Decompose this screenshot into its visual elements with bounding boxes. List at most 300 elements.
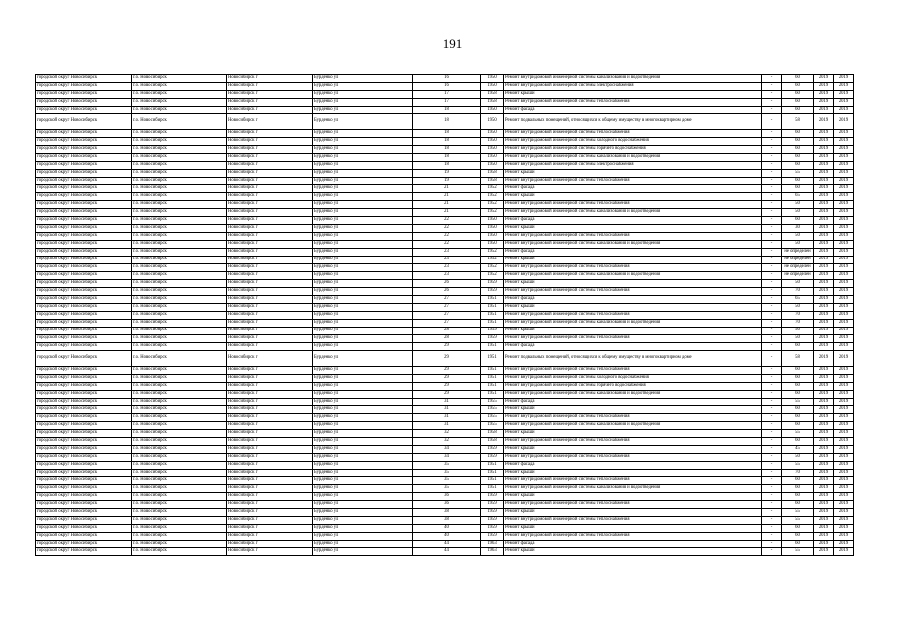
settlement-cell: г.о. Новосибирск <box>132 153 227 161</box>
city-cell: Новосибирск г <box>227 280 313 288</box>
plan-year-start-cell: 2019 <box>814 414 834 422</box>
work-type-cell: Ремонт внутридомовой инженерной системы теплоснабжения <box>504 414 762 422</box>
house-number-cell: 26 <box>413 288 481 296</box>
settlement-cell: г.о. Новосибирск <box>132 374 227 382</box>
house-number-cell: 18 <box>413 153 481 161</box>
street-cell: Бурденко ул <box>313 146 413 154</box>
street-cell: Бурденко ул <box>313 327 413 335</box>
mark-cell: - <box>762 398 782 406</box>
plan-year-start-cell: 2019 <box>814 453 834 461</box>
city-cell: Новосибирск г <box>227 532 313 540</box>
house-number-cell: 23 <box>413 264 481 272</box>
settlement-cell: г.о. Новосибирск <box>132 201 227 209</box>
mark-cell: - <box>762 540 782 548</box>
mark-cell: - <box>762 516 782 524</box>
work-type-cell: Ремонт внутридомовой инженерной системы теплоснабжения <box>504 98 762 106</box>
plan-year-start-cell: 2019 <box>814 130 834 138</box>
table-row <box>36 493 854 501</box>
house-number-cell: 28 <box>413 327 481 335</box>
plan-year-start-cell: 2019 <box>814 493 834 501</box>
mark-cell: - <box>762 106 782 114</box>
build-year-cell: 1958 <box>481 98 504 106</box>
plan-year-start-cell: 2019 <box>814 90 834 98</box>
wear-percent-cell: 60 <box>782 493 814 501</box>
work-type-cell: Ремонт внутридомовой инженерной системы горячего водоснабжения <box>504 382 762 390</box>
settlement-cell: г.о. Новосибирск <box>132 327 227 335</box>
street-cell: Бурденко ул <box>313 509 413 517</box>
municipality-cell: городской округ Новосибирск <box>36 319 132 327</box>
street-cell: Бурденко ул <box>313 75 413 83</box>
mark-cell: - <box>762 272 782 280</box>
wear-percent-cell: не определен <box>782 248 814 256</box>
mark-cell: - <box>762 280 782 288</box>
mark-cell: - <box>762 232 782 240</box>
mark-cell: - <box>762 524 782 532</box>
table-row <box>36 477 854 485</box>
build-year-cell: 1958 <box>481 438 504 446</box>
municipality-cell: городской округ Новосибирск <box>36 430 132 438</box>
house-number-cell: 32 <box>413 438 481 446</box>
municipality-cell: городской округ Новосибирск <box>36 524 132 532</box>
city-cell: Новосибирск г <box>227 509 313 517</box>
plan-year-start-cell: 2019 <box>814 343 834 351</box>
table-row <box>36 351 854 367</box>
mark-cell: - <box>762 224 782 232</box>
mark-cell: - <box>762 438 782 446</box>
city-cell: Новосибирск г <box>227 548 313 556</box>
city-cell: Новосибирск г <box>227 82 313 90</box>
house-number-cell: 18 <box>413 106 481 114</box>
municipality-cell: городской округ Новосибирск <box>36 438 132 446</box>
house-number-cell: 44 <box>413 548 481 556</box>
settlement-cell: г.о. Новосибирск <box>132 224 227 232</box>
wear-percent-cell: 55 <box>782 548 814 556</box>
build-year-cell: 1950 <box>481 106 504 114</box>
mark-cell: - <box>762 288 782 296</box>
wear-percent-cell: 60 <box>782 90 814 98</box>
settlement-cell: г.о. Новосибирск <box>132 438 227 446</box>
plan-year-start-cell: 2019 <box>814 98 834 106</box>
mark-cell: - <box>762 264 782 272</box>
wear-percent-cell: 70 <box>782 319 814 327</box>
settlement-cell: г.о. Новосибирск <box>132 256 227 264</box>
plan-year-end-cell: 2019 <box>834 146 854 154</box>
work-type-cell: Ремонт крыши <box>504 493 762 501</box>
table-row <box>36 193 854 201</box>
table-row <box>36 311 854 319</box>
city-cell: Новосибирск г <box>227 311 313 319</box>
plan-year-end-cell: 2019 <box>834 343 854 351</box>
street-cell: Бурденко ул <box>313 185 413 193</box>
plan-year-start-cell: 2019 <box>814 185 834 193</box>
work-type-cell: Ремонт внутридомовой инженерной системы холодного водоснабжения <box>504 374 762 382</box>
plan-year-start-cell: 2019 <box>814 485 834 493</box>
municipality-cell: городской округ Новосибирск <box>36 177 132 185</box>
settlement-cell: г.о. Новосибирск <box>132 390 227 398</box>
plan-year-end-cell: 2019 <box>834 217 854 225</box>
work-type-cell: Ремонт внутридомовой инженерной системы холодного водоснабжения <box>504 138 762 146</box>
house-number-cell: 18 <box>413 138 481 146</box>
wear-percent-cell: 70 <box>782 288 814 296</box>
work-type-cell: Ремонт фасада <box>504 248 762 256</box>
mark-cell: - <box>762 493 782 501</box>
house-number-cell: 38 <box>413 509 481 517</box>
work-type-cell: Ремонт фасада <box>504 295 762 303</box>
plan-year-start-cell: 2019 <box>814 146 834 154</box>
plan-year-end-cell: 2019 <box>834 351 854 367</box>
plan-year-end-cell: 2019 <box>834 98 854 106</box>
mark-cell: - <box>762 303 782 311</box>
build-year-cell: 1963 <box>481 540 504 548</box>
table-row <box>36 106 854 114</box>
municipality-cell: городской округ Новосибирск <box>36 272 132 280</box>
city-cell: Новосибирск г <box>227 114 313 130</box>
street-cell: Бурденко ул <box>313 540 413 548</box>
street-cell: Бурденко ул <box>313 177 413 185</box>
mark-cell: - <box>762 319 782 327</box>
mark-cell: - <box>762 177 782 185</box>
table-row <box>36 438 854 446</box>
mark-cell: - <box>762 240 782 248</box>
mark-cell: - <box>762 414 782 422</box>
municipality-cell: городской округ Новосибирск <box>36 161 132 169</box>
build-year-cell: 1951 <box>481 469 504 477</box>
mark-cell: - <box>762 445 782 453</box>
plan-year-start-cell: 2019 <box>814 288 834 296</box>
wear-percent-cell: 60 <box>782 524 814 532</box>
wear-percent-cell: 50 <box>782 327 814 335</box>
street-cell: Бурденко ул <box>313 438 413 446</box>
city-cell: Новосибирск г <box>227 169 313 177</box>
plan-year-end-cell: 2019 <box>834 382 854 390</box>
plan-year-start-cell: 2019 <box>814 248 834 256</box>
plan-year-start-cell: 2019 <box>814 201 834 209</box>
build-year-cell: 1952 <box>481 248 504 256</box>
wear-percent-cell: 60 <box>782 540 814 548</box>
house-number-cell: 19 <box>413 177 481 185</box>
mark-cell: - <box>762 90 782 98</box>
mark-cell: - <box>762 382 782 390</box>
plan-year-end-cell: 2019 <box>834 185 854 193</box>
work-type-cell: Ремонт крыши <box>504 256 762 264</box>
plan-year-start-cell: 2019 <box>814 272 834 280</box>
house-number-cell: 29 <box>413 351 481 367</box>
plan-year-end-cell: 2019 <box>834 288 854 296</box>
city-cell: Новосибирск г <box>227 351 313 367</box>
table-row <box>36 303 854 311</box>
work-type-cell: Ремонт фасада <box>504 106 762 114</box>
city-cell: Новосибирск г <box>227 161 313 169</box>
work-type-cell: Ремонт крыши <box>504 406 762 414</box>
city-cell: Новосибирск г <box>227 335 313 343</box>
city-cell: Новосибирск г <box>227 485 313 493</box>
settlement-cell: г.о. Новосибирск <box>132 185 227 193</box>
mark-cell: - <box>762 311 782 319</box>
wear-percent-cell: 60 <box>782 153 814 161</box>
mark-cell: - <box>762 461 782 469</box>
street-cell: Бурденко ул <box>313 240 413 248</box>
plan-year-start-cell: 2019 <box>814 366 834 374</box>
work-type-cell: Ремонт внутридомовой инженерной системы теплоснабжения <box>504 288 762 296</box>
plan-year-start-cell: 2019 <box>814 438 834 446</box>
build-year-cell: 1952 <box>481 201 504 209</box>
mark-cell: - <box>762 209 782 217</box>
table-row <box>36 422 854 430</box>
municipality-cell: городской округ Новосибирск <box>36 398 132 406</box>
street-cell: Бурденко ул <box>313 532 413 540</box>
plan-year-end-cell: 2019 <box>834 303 854 311</box>
plan-year-end-cell: 2019 <box>834 232 854 240</box>
city-cell: Новосибирск г <box>227 438 313 446</box>
work-type-cell: Ремонт крыши <box>504 224 762 232</box>
work-type-cell: Ремонт внутридомовой инженерной системы теплоснабжения <box>504 516 762 524</box>
mark-cell: - <box>762 469 782 477</box>
mark-cell: - <box>762 201 782 209</box>
street-cell: Бурденко ул <box>313 485 413 493</box>
settlement-cell: г.о. Новосибирск <box>132 414 227 422</box>
settlement-cell: г.о. Новосибирск <box>132 422 227 430</box>
street-cell: Бурденко ул <box>313 201 413 209</box>
street-cell: Бурденко ул <box>313 248 413 256</box>
wear-percent-cell: 60 <box>782 82 814 90</box>
wear-percent-cell: 60 <box>782 75 814 83</box>
mark-cell: - <box>762 406 782 414</box>
build-year-cell: 1959 <box>481 516 504 524</box>
house-number-cell: 27 <box>413 319 481 327</box>
city-cell: Новосибирск г <box>227 248 313 256</box>
build-year-cell: 1955 <box>481 398 504 406</box>
build-year-cell: 1959 <box>481 493 504 501</box>
city-cell: Новосибирск г <box>227 264 313 272</box>
municipality-cell: городской округ Новосибирск <box>36 201 132 209</box>
plan-year-start-cell: 2019 <box>814 224 834 232</box>
settlement-cell: г.о. Новосибирск <box>132 106 227 114</box>
plan-year-end-cell: 2019 <box>834 548 854 556</box>
plan-year-start-cell: 2019 <box>814 501 834 509</box>
street-cell: Бурденко ул <box>313 406 413 414</box>
build-year-cell: 1959 <box>481 288 504 296</box>
city-cell: Новосибирск г <box>227 130 313 138</box>
build-year-cell: 1959 <box>481 453 504 461</box>
municipality-cell: городской округ Новосибирск <box>36 311 132 319</box>
settlement-cell: г.о. Новосибирск <box>132 485 227 493</box>
street-cell: Бурденко ул <box>313 422 413 430</box>
build-year-cell: 1958 <box>481 430 504 438</box>
wear-percent-cell: не определен <box>782 256 814 264</box>
street-cell: Бурденко ул <box>313 82 413 90</box>
plan-year-start-cell: 2019 <box>814 445 834 453</box>
city-cell: Новосибирск г <box>227 366 313 374</box>
plan-year-start-cell: 2019 <box>814 106 834 114</box>
work-type-cell: Ремонт внутридомовой инженерной системы теплоснабжения <box>504 532 762 540</box>
settlement-cell: г.о. Новосибирск <box>132 98 227 106</box>
street-cell: Бурденко ул <box>313 193 413 201</box>
municipality-cell: городской округ Новосибирск <box>36 335 132 343</box>
plan-year-end-cell: 2019 <box>834 509 854 517</box>
settlement-cell: г.о. Новосибирск <box>132 138 227 146</box>
city-cell: Новосибирск г <box>227 232 313 240</box>
work-type-cell: Ремонт крыши <box>504 303 762 311</box>
municipality-cell: городской округ Новосибирск <box>36 98 132 106</box>
work-type-cell: Ремонт внутридомовой инженерной системы теплоснабжения <box>504 311 762 319</box>
table-row <box>36 335 854 343</box>
municipality-cell: городской округ Новосибирск <box>36 169 132 177</box>
plan-year-end-cell: 2019 <box>834 524 854 532</box>
municipality-cell: городской округ Новосибирск <box>36 469 132 477</box>
work-type-cell: Ремонт внутридомовой инженерной системы горячего водоснабжения <box>504 146 762 154</box>
wear-percent-cell: 60 <box>782 161 814 169</box>
street-cell: Бурденко ул <box>313 445 413 453</box>
plan-year-end-cell: 2019 <box>834 153 854 161</box>
mark-cell: - <box>762 343 782 351</box>
work-type-cell: Ремонт фасада <box>504 540 762 548</box>
table-row <box>36 327 854 335</box>
city-cell: Новосибирск г <box>227 422 313 430</box>
settlement-cell: г.о. Новосибирск <box>132 82 227 90</box>
plan-year-start-cell: 2019 <box>814 398 834 406</box>
build-year-cell: 1958 <box>481 177 504 185</box>
mark-cell: - <box>762 185 782 193</box>
wear-percent-cell: 30 <box>782 224 814 232</box>
house-number-cell: 32 <box>413 430 481 438</box>
work-type-cell: Ремонт внутридомовой инженерной системы теплоснабжения <box>504 201 762 209</box>
build-year-cell: 1959 <box>481 509 504 517</box>
house-number-cell: 18 <box>413 161 481 169</box>
city-cell: Новосибирск г <box>227 445 313 453</box>
settlement-cell: г.о. Новосибирск <box>132 335 227 343</box>
build-year-cell: 1950 <box>481 232 504 240</box>
build-year-cell: 1951 <box>481 374 504 382</box>
mark-cell: - <box>762 477 782 485</box>
plan-year-end-cell: 2019 <box>834 453 854 461</box>
plan-year-end-cell: 2019 <box>834 406 854 414</box>
work-type-cell: Ремонт фасада <box>504 185 762 193</box>
plan-year-end-cell: 2019 <box>834 445 854 453</box>
wear-percent-cell: 50 <box>782 303 814 311</box>
wear-percent-cell: 58 <box>782 114 814 130</box>
house-number-cell: 29 <box>413 343 481 351</box>
municipality-cell: городской округ Новосибирск <box>36 516 132 524</box>
table-row <box>36 509 854 517</box>
plan-year-start-cell: 2019 <box>814 209 834 217</box>
wear-percent-cell: 55 <box>782 398 814 406</box>
settlement-cell: г.о. Новосибирск <box>132 343 227 351</box>
table-row <box>36 319 854 327</box>
plan-year-start-cell: 2019 <box>814 232 834 240</box>
street-cell: Бурденко ул <box>313 524 413 532</box>
build-year-cell: 1959 <box>481 445 504 453</box>
house-number-cell: 17 <box>413 90 481 98</box>
plan-year-end-cell: 2019 <box>834 327 854 335</box>
mark-cell: - <box>762 256 782 264</box>
wear-percent-cell: 60 <box>782 390 814 398</box>
mark-cell: - <box>762 453 782 461</box>
work-type-cell: Ремонт внутридомовой инженерной системы теплоснабжения <box>504 366 762 374</box>
municipality-cell: городской округ Новосибирск <box>36 453 132 461</box>
house-number-cell: 28 <box>413 335 481 343</box>
table-row <box>36 524 854 532</box>
work-type-cell: Ремонт крыши <box>504 169 762 177</box>
wear-percent-cell: 50 <box>782 240 814 248</box>
house-number-cell: 35 <box>413 485 481 493</box>
plan-year-end-cell: 2019 <box>834 516 854 524</box>
house-number-cell: 44 <box>413 540 481 548</box>
house-number-cell: 40 <box>413 524 481 532</box>
build-year-cell: 1959 <box>481 280 504 288</box>
table-row <box>36 540 854 548</box>
house-number-cell: 23 <box>413 256 481 264</box>
plan-year-start-cell: 2019 <box>814 351 834 367</box>
city-cell: Новосибирск г <box>227 295 313 303</box>
street-cell: Бурденко ул <box>313 224 413 232</box>
plan-year-end-cell: 2019 <box>834 90 854 98</box>
plan-year-start-cell: 2019 <box>814 374 834 382</box>
city-cell: Новосибирск г <box>227 398 313 406</box>
settlement-cell: г.о. Новосибирск <box>132 161 227 169</box>
street-cell: Бурденко ул <box>313 209 413 217</box>
municipality-cell: городской округ Новосибирск <box>36 90 132 98</box>
plan-year-end-cell: 2019 <box>834 390 854 398</box>
settlement-cell: г.о. Новосибирск <box>132 540 227 548</box>
house-number-cell: 34 <box>413 453 481 461</box>
street-cell: Бурденко ул <box>313 90 413 98</box>
street-cell: Бурденко ул <box>313 548 413 556</box>
plan-year-end-cell: 2019 <box>834 177 854 185</box>
mark-cell: - <box>762 82 782 90</box>
city-cell: Новосибирск г <box>227 501 313 509</box>
wear-percent-cell: 60 <box>782 422 814 430</box>
settlement-cell: г.о. Новосибирск <box>132 469 227 477</box>
city-cell: Новосибирск г <box>227 138 313 146</box>
build-year-cell: 1950 <box>481 82 504 90</box>
build-year-cell: 1950 <box>481 130 504 138</box>
plan-year-end-cell: 2019 <box>834 422 854 430</box>
city-cell: Новосибирск г <box>227 540 313 548</box>
plan-year-start-cell: 2019 <box>814 335 834 343</box>
municipality-cell: городской округ Новосибирск <box>36 75 132 83</box>
wear-percent-cell: 60 <box>782 106 814 114</box>
wear-percent-cell: 55 <box>782 461 814 469</box>
house-number-cell: 35 <box>413 461 481 469</box>
table-row <box>36 224 854 232</box>
page-number: 191 <box>442 36 463 51</box>
wear-percent-cell: 60 <box>782 501 814 509</box>
settlement-cell: г.о. Новосибирск <box>132 169 227 177</box>
mark-cell: - <box>762 430 782 438</box>
plan-year-start-cell: 2019 <box>814 303 834 311</box>
table-row <box>36 343 854 351</box>
street-cell: Бурденко ул <box>313 114 413 130</box>
build-year-cell: 1951 <box>481 311 504 319</box>
municipality-cell: городской округ Новосибирск <box>36 406 132 414</box>
mark-cell: - <box>762 422 782 430</box>
street-cell: Бурденко ул <box>313 256 413 264</box>
build-year-cell: 1952 <box>481 264 504 272</box>
work-type-cell: Ремонт внутридомовой инженерной системы канализования и водоотведения <box>504 485 762 493</box>
mark-cell: - <box>762 351 782 367</box>
build-year-cell: 1951 <box>481 382 504 390</box>
plan-year-start-cell: 2019 <box>814 153 834 161</box>
build-year-cell: 1950 <box>481 138 504 146</box>
plan-year-start-cell: 2019 <box>814 406 834 414</box>
city-cell: Новосибирск г <box>227 224 313 232</box>
municipality-cell: городской округ Новосибирск <box>36 303 132 311</box>
work-type-cell: Ремонт внутридомовой инженерной системы канализования и водоотведения <box>504 240 762 248</box>
city-cell: Новосибирск г <box>227 327 313 335</box>
repair-schedule-table <box>35 74 854 556</box>
plan-year-start-cell: 2019 <box>814 75 834 83</box>
house-number-cell: 26 <box>413 280 481 288</box>
